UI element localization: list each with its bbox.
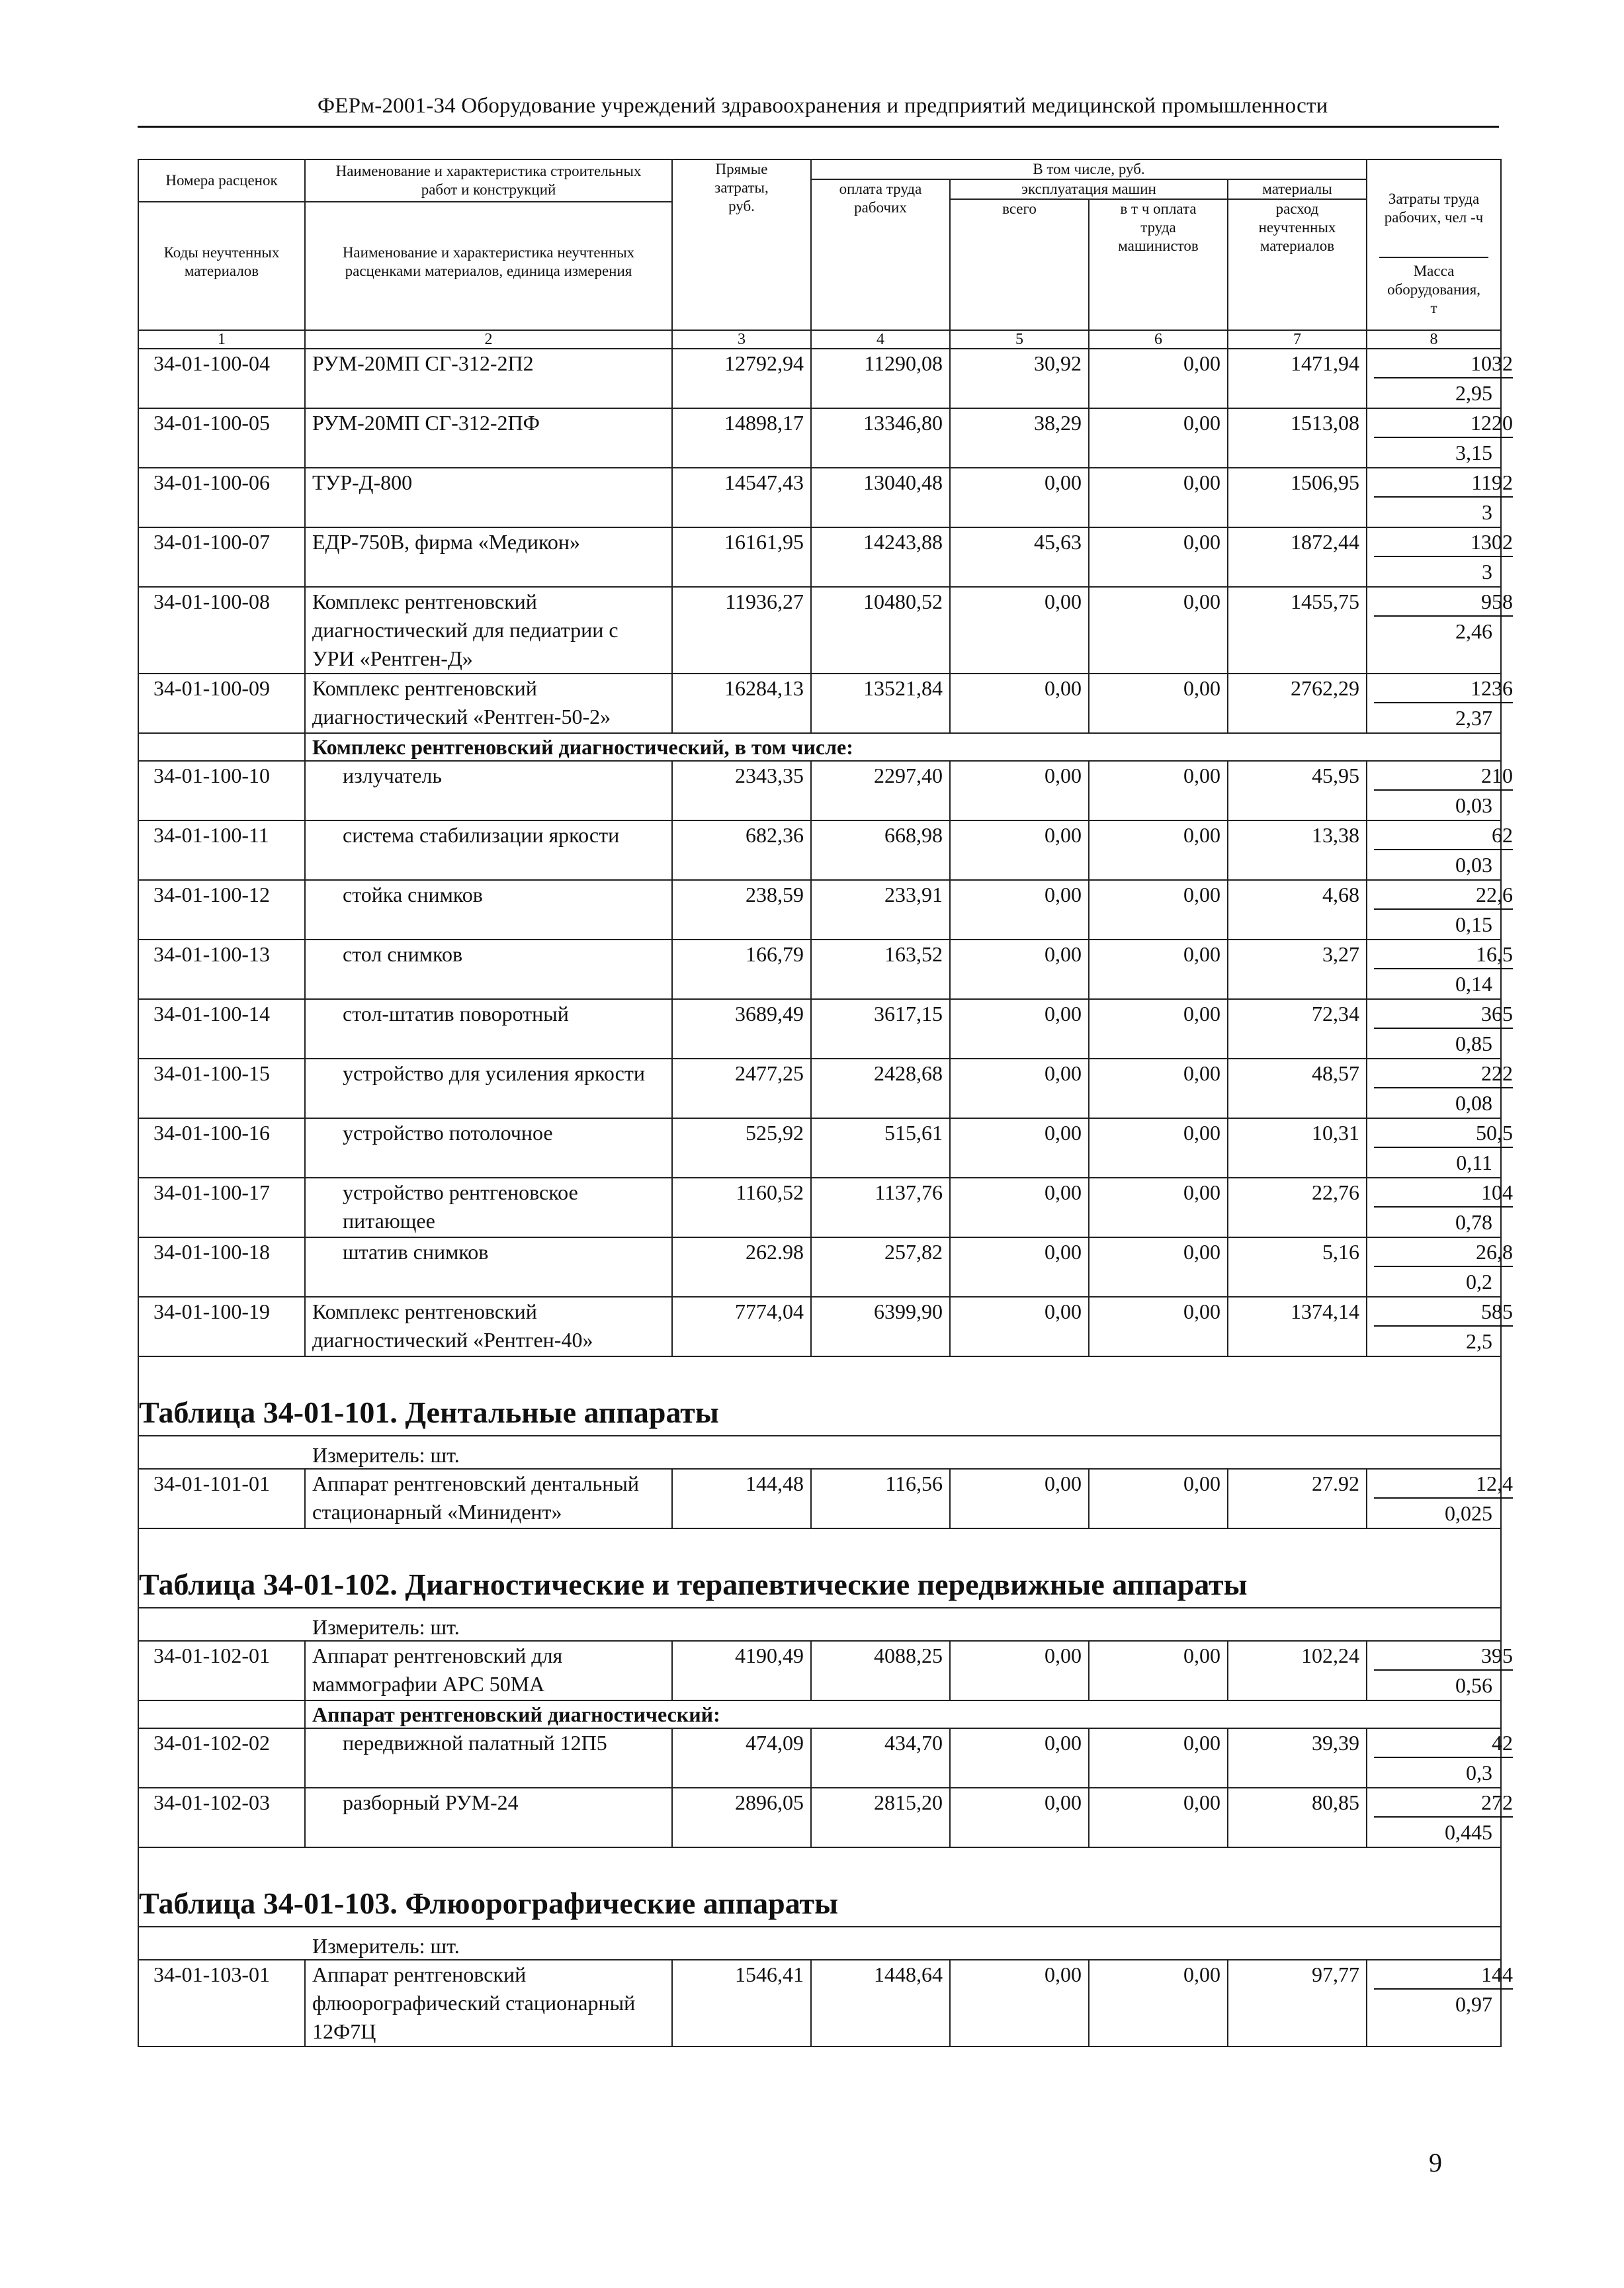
header-col8 [1367,159,1501,330]
rate-code: 34-01-100-15 [138,1059,305,1118]
machinists-pay: 0,00 [1089,408,1228,468]
table-row [138,999,1501,1059]
work-name: устройство потолочное [305,1118,672,1178]
subheading-row [138,1700,1501,1728]
table-row [138,1059,1501,1118]
subheading-spacer [138,1700,305,1728]
rate-code: 34-01-101-01 [138,1469,305,1528]
equipment-mass: 0,97 [1455,1992,1493,2016]
unit-row [138,1927,1501,1960]
rate-code: 34-01-102-03 [138,1788,305,1847]
machines-total: 0,00 [950,880,1089,940]
labor-hours: 12,4 [1374,1470,1513,1499]
direct-costs: 3689,49 [672,999,811,1059]
labor-hours: 1302 [1374,528,1513,557]
labor-pay: 163,52 [811,940,950,999]
machinists-pay: 0,00 [1089,1641,1228,1700]
machines-total: 0,00 [950,1728,1089,1788]
column-number: 6 [1089,330,1228,349]
header-col6: в т ч оплата труда машинистов [1089,199,1228,330]
page-number: 9 [1429,2148,1442,2178]
materials-cost: 80,85 [1228,1788,1367,1847]
machinists-pay: 0,00 [1089,1960,1228,2046]
column-number: 3 [672,330,811,349]
labor-hours: 62 [1374,821,1513,850]
direct-costs: 14547,43 [672,468,811,527]
labor-and-mass [1367,1788,1514,1847]
rate-code: 34-01-100-19 [138,1297,305,1356]
machinists-pay: 0,00 [1089,880,1228,940]
labor-hours: 585 [1374,1298,1513,1327]
running-title: ФЕРм-2001-34 Оборудование учреждений здравоохранения и предприятий медицинской промышленности [318,94,1328,118]
materials-cost: 1513,08 [1228,408,1367,468]
equipment-mass: 0,08 [1455,1091,1493,1115]
labor-and-mass [1367,349,1514,408]
rate-code: 34-01-100-04 [138,349,305,408]
table-row [138,1178,1501,1237]
equipment-mass: 0,2 [1466,1270,1493,1294]
work-name: стол-штатив поворотный [305,999,672,1059]
equipment-mass: 0,03 [1455,853,1493,877]
direct-costs: 1160,52 [672,1178,811,1237]
machines-total: 0,00 [950,940,1089,999]
materials-cost: 2762,29 [1228,674,1367,733]
labor-pay: 257,82 [811,1237,950,1297]
rate-code: 34-01-100-05 [138,408,305,468]
direct-costs: 525,92 [672,1118,811,1178]
machinists-pay: 0,00 [1089,761,1228,820]
labor-hours: 16,5 [1374,940,1513,969]
work-name: Комплекс рентгеновский диагностический «Рентген-50-2» [305,674,672,733]
labor-and-mass [1367,1059,1514,1118]
table-row [138,1469,1501,1528]
header-col8-bottom: Масса оборудования, т [1379,257,1488,322]
table-row [138,587,1501,674]
table-title-row [138,1847,1501,1927]
header-col5: всего [950,199,1089,330]
machines-total: 0,00 [950,1469,1089,1528]
rate-code: 34-01-100-10 [138,761,305,820]
work-name: Аппарат рентгеновский для маммографии АРС 50МА [305,1641,672,1700]
subheading: Аппарат рентгеновский диагностический: [305,1700,1501,1728]
machines-total: 0,00 [950,820,1089,880]
table-title: Таблица 34-01-102. Диагностические и терапевтические передвижные аппараты [138,1528,1501,1608]
work-name: Аппарат рентгеновский дентальный стационарный «Минидент» [305,1469,672,1528]
unit-of-measure: Измеритель: шт. [138,1436,1501,1469]
machines-total: 0,00 [950,587,1089,674]
materials-cost: 22,76 [1228,1178,1367,1237]
labor-and-mass [1367,408,1514,468]
materials-cost: 102,24 [1228,1641,1367,1700]
rate-code: 34-01-102-02 [138,1728,305,1788]
labor-pay: 2428,68 [811,1059,950,1118]
labor-pay: 13346,80 [811,408,950,468]
direct-costs: 7774,04 [672,1297,811,1356]
table-row [138,820,1501,880]
work-name: система стабилизации яркости [305,820,672,880]
labor-pay: 434,70 [811,1728,950,1788]
work-name: РУМ-20МП СГ-312-2ПФ [305,408,672,468]
table-title-row [138,1356,1501,1436]
work-name: штатив снимков [305,1237,672,1297]
column-numbers-row [138,330,1501,349]
direct-costs: 16161,95 [672,527,811,587]
machines-total: 38,29 [950,408,1089,468]
direct-costs: 4190,49 [672,1641,811,1700]
table-row [138,940,1501,999]
machinists-pay: 0,00 [1089,1237,1228,1297]
work-name: Комплекс рентгеновский диагностический «Рентген-40» [305,1297,672,1356]
rate-code: 34-01-100-16 [138,1118,305,1178]
machinists-pay: 0,00 [1089,674,1228,733]
table-row [138,349,1501,408]
materials-cost: 39,39 [1228,1728,1367,1788]
work-name: ТУР-Д-800 [305,468,672,527]
table-row [138,1237,1501,1297]
rate-code: 34-01-100-17 [138,1178,305,1237]
table-row [138,527,1501,587]
materials-cost: 45,95 [1228,761,1367,820]
labor-and-mass [1367,820,1514,880]
materials-cost: 27.92 [1228,1469,1367,1528]
table-row [138,880,1501,940]
rate-code: 34-01-100-14 [138,999,305,1059]
header-col4: оплата труда рабочих [811,179,950,330]
table-row [138,761,1501,820]
direct-costs: 11936,27 [672,587,811,674]
labor-and-mass [1367,999,1514,1059]
labor-hours: 104 [1374,1178,1513,1208]
table-row [138,1641,1501,1700]
equipment-mass: 0,85 [1455,1032,1493,1055]
labor-and-mass [1367,761,1514,820]
column-number: 2 [305,330,672,349]
labor-hours: 272 [1374,1788,1513,1818]
rate-code: 34-01-100-18 [138,1237,305,1297]
rate-code: 34-01-100-13 [138,940,305,999]
header-col2-bottom: Наименование и характеристика неучтенных расценками материалов, единица измерения [342,244,635,279]
header-col1 [138,159,305,330]
rate-code: 34-01-100-06 [138,468,305,527]
labor-hours: 395 [1374,1642,1513,1671]
direct-costs: 2896,05 [672,1788,811,1847]
materials-cost: 1471,94 [1228,349,1367,408]
labor-and-mass [1367,674,1514,733]
unit-row [138,1436,1501,1469]
labor-hours: 1032 [1374,349,1513,378]
materials-cost: 4,68 [1228,880,1367,940]
rate-code: 34-01-100-12 [138,880,305,940]
machinists-pay: 0,00 [1089,1178,1228,1237]
direct-costs: 144,48 [672,1469,811,1528]
rate-code: 34-01-103-01 [138,1960,305,2046]
materials-cost: 72,34 [1228,999,1367,1059]
header-machines: эксплуатация машин [950,179,1228,199]
work-name: Аппарат рентгеновский флюорографический стационарный 12Ф7Ц [305,1960,672,2046]
labor-pay: 116,56 [811,1469,950,1528]
unit-of-measure: Измеритель: шт. [138,1927,1501,1960]
labor-hours: 42 [1374,1729,1513,1758]
work-name: передвижной палатный 12П5 [305,1728,672,1788]
labor-and-mass [1367,940,1514,999]
rate-code: 34-01-100-11 [138,820,305,880]
labor-and-mass [1367,1469,1514,1528]
machinists-pay: 0,00 [1089,999,1228,1059]
labor-pay: 13040,48 [811,468,950,527]
machinists-pay: 0,00 [1089,468,1228,527]
direct-costs: 166,79 [672,940,811,999]
machinists-pay: 0,00 [1089,820,1228,880]
labor-hours: 22,6 [1374,881,1513,910]
equipment-mass: 2,5 [1466,1329,1493,1353]
labor-and-mass [1367,1297,1514,1356]
unit-row [138,1608,1501,1641]
equipment-mass: 0,56 [1455,1673,1493,1697]
machinists-pay: 0,00 [1089,1297,1228,1356]
equipment-mass: 3,15 [1455,441,1493,464]
labor-and-mass [1367,1641,1514,1700]
header-group: В том числе, руб. [811,159,1367,179]
direct-costs: 2477,25 [672,1059,811,1118]
header-col7: расход неучтенных материалов [1228,199,1367,330]
equipment-mass: 0,025 [1445,1501,1493,1525]
machines-total: 0,00 [950,1237,1089,1297]
rates-table [138,159,1514,2047]
materials-cost: 1455,75 [1228,587,1367,674]
labor-hours: 1236 [1374,674,1513,703]
machinists-pay: 0,00 [1089,587,1228,674]
equipment-mass: 2,37 [1455,706,1493,730]
subheading: Комплекс рентгеновский диагностический, в том числе: [305,733,1501,761]
labor-and-mass [1367,1178,1514,1237]
labor-pay: 2297,40 [811,761,950,820]
equipment-mass: 0,03 [1455,793,1493,817]
machines-total: 0,00 [950,1641,1089,1700]
materials-cost: 97,77 [1228,1960,1367,2046]
work-name: излучатель [305,761,672,820]
labor-and-mass [1367,1237,1514,1297]
column-number: 1 [138,330,305,349]
labor-pay: 1137,76 [811,1178,950,1237]
machines-total: 0,00 [950,1297,1089,1356]
labor-pay: 668,98 [811,820,950,880]
table-row [138,408,1501,468]
direct-costs: 2343,35 [672,761,811,820]
table-row [138,1297,1501,1356]
labor-hours: 1220 [1374,409,1513,438]
machines-total: 0,00 [950,468,1089,527]
direct-costs: 682,36 [672,820,811,880]
machines-total: 0,00 [950,1059,1089,1118]
equipment-mass: 0,15 [1455,912,1493,936]
table-title-row [138,1528,1501,1608]
direct-costs: 12792,94 [672,349,811,408]
equipment-mass: 2,46 [1455,619,1493,643]
work-name: стойка снимков [305,880,672,940]
machinists-pay: 0,00 [1089,1118,1228,1178]
machinists-pay: 0,00 [1089,349,1228,408]
subheading-spacer [138,733,305,761]
materials-cost: 1374,14 [1228,1297,1367,1356]
machines-total: 0,00 [950,1960,1089,2046]
unit-of-measure: Измеритель: шт. [138,1608,1501,1641]
machines-total: 45,63 [950,527,1089,587]
work-name: стол снимков [305,940,672,999]
labor-pay: 14243,88 [811,527,950,587]
labor-hours: 26,8 [1374,1238,1513,1267]
direct-costs: 1546,41 [672,1960,811,2046]
direct-costs: 262.98 [672,1237,811,1297]
materials-cost: 5,16 [1228,1237,1367,1297]
table-title: Таблица 34-01-103. Флюорографические аппараты [138,1847,1501,1927]
labor-and-mass [1367,587,1514,674]
labor-pay: 1448,64 [811,1960,950,2046]
rate-code: 34-01-100-09 [138,674,305,733]
machines-total: 0,00 [950,1118,1089,1178]
table-row [138,1788,1501,1847]
equipment-mass: 0,14 [1455,972,1493,996]
labor-pay: 2815,20 [811,1788,950,1847]
work-name: разборный РУМ-24 [305,1788,672,1847]
column-number: 7 [1228,330,1367,349]
labor-pay: 3617,15 [811,999,950,1059]
machines-total: 0,00 [950,999,1089,1059]
header-col1-top: Номера расценок [139,160,304,202]
labor-hours: 144 [1374,1960,1513,1990]
labor-pay: 515,61 [811,1118,950,1178]
header-col2-top: Наименование и характеристика строительных работ и конструкций [306,160,671,202]
direct-costs: 14898,17 [672,408,811,468]
labor-and-mass [1367,1728,1514,1788]
labor-hours: 1192 [1374,468,1513,498]
machinists-pay: 0,00 [1089,1059,1228,1118]
equipment-mass: 0,445 [1445,1820,1493,1844]
header-rule [138,126,1499,128]
materials-cost: 1872,44 [1228,527,1367,587]
work-name: Комплекс рентгеновский диагностический для педиатрии с УРИ «Рентген-Д» [305,587,672,674]
work-name: ЕДР-750В, фирма «Медикон» [305,527,672,587]
machines-total: 0,00 [950,1788,1089,1847]
materials-cost: 3,27 [1228,940,1367,999]
machinists-pay: 0,00 [1089,940,1228,999]
column-number: 5 [950,330,1089,349]
work-name: устройство для усиления яркости [305,1059,672,1118]
work-name: устройство рентгеновское питающее [305,1178,672,1237]
materials-cost: 1506,95 [1228,468,1367,527]
machinists-pay: 0,00 [1089,527,1228,587]
column-number: 4 [811,330,950,349]
machines-total: 30,92 [950,349,1089,408]
direct-costs: 238,59 [672,880,811,940]
header-col3: Прямые затраты, руб. [672,159,811,330]
labor-and-mass [1367,1118,1514,1178]
machines-total: 0,00 [950,761,1089,820]
labor-and-mass [1367,468,1514,527]
rate-code: 34-01-100-07 [138,527,305,587]
machines-total: 0,00 [950,1178,1089,1237]
equipment-mass: 0,11 [1456,1151,1493,1174]
rate-code: 34-01-100-08 [138,587,305,674]
labor-and-mass [1367,527,1514,587]
table-row [138,1118,1501,1178]
equipment-mass: 0,78 [1455,1210,1493,1234]
labor-pay: 6399,90 [811,1297,950,1356]
direct-costs: 16284,13 [672,674,811,733]
work-name: РУМ-20МП СГ-312-2П2 [305,349,672,408]
labor-pay: 4088,25 [811,1641,950,1700]
labor-pay: 233,91 [811,880,950,940]
column-number: 8 [1367,330,1501,349]
rate-code: 34-01-102-01 [138,1641,305,1700]
equipment-mass: 2,95 [1455,381,1493,405]
labor-hours: 210 [1374,762,1513,791]
labor-pay: 13521,84 [811,674,950,733]
machinists-pay: 0,00 [1089,1469,1228,1528]
header-col8-top: Затраты труда рабочих, чел -ч [1384,191,1484,226]
equipment-mass: 3 [1482,500,1493,524]
labor-pay: 10480,52 [811,587,950,674]
labor-hours: 958 [1374,588,1513,617]
table-row [138,1728,1501,1788]
header-col1-bottom: Коды неучтенных материалов [163,244,280,279]
header-col2 [305,159,672,330]
machinists-pay: 0,00 [1089,1788,1228,1847]
labor-hours: 50,5 [1374,1119,1513,1148]
machines-total: 0,00 [950,674,1089,733]
equipment-mass: 3 [1482,560,1493,584]
equipment-mass: 0,3 [1466,1761,1493,1784]
direct-costs: 474,09 [672,1728,811,1788]
table-row [138,1960,1501,2046]
labor-and-mass [1367,1960,1514,2046]
materials-cost: 13,38 [1228,820,1367,880]
subheading-row [138,733,1501,761]
table-row [138,674,1501,733]
table-row [138,468,1501,527]
labor-hours: 222 [1374,1059,1513,1088]
materials-cost: 10,31 [1228,1118,1367,1178]
machinists-pay: 0,00 [1089,1728,1228,1788]
table-title: Таблица 34-01-101. Дентальные аппараты [138,1356,1501,1436]
header-materials: материалы [1228,179,1367,199]
labor-pay: 11290,08 [811,349,950,408]
labor-and-mass [1367,880,1514,940]
header-row-1 [138,159,1501,179]
labor-hours: 365 [1374,1000,1513,1029]
materials-cost: 48,57 [1228,1059,1367,1118]
